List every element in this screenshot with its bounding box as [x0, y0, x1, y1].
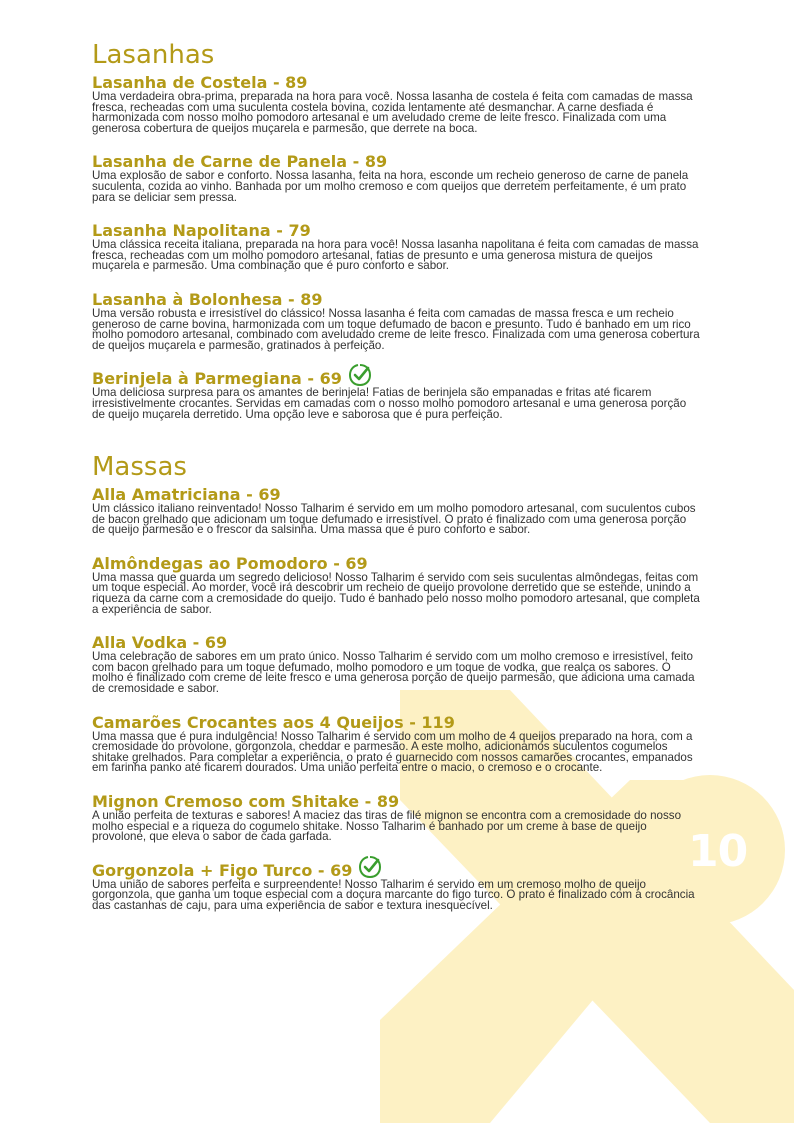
menu-item	[92, 486, 702, 536]
item-title: Mignon Cremoso com Shitake - 89	[92, 792, 400, 811]
item-title: Lasanha Napolitana - 79	[92, 221, 311, 241]
item-description: Uma deliciosa surpresa para os amantes de berinjela! Fatias de berinjela são empanadas e fritas até ficarem irresistivelmente crocantes. Servidas em camadas com o nosso molho pomodoro artesanal e uma generosa porção de queijo muçarela derretido. Uma opção leve e saborosa que é pura perfeição.	[92, 386, 687, 421]
item-title: Lasanha à Bolonhesa - 89	[92, 289, 323, 309]
item-title: Lasanha de Costela - 89	[92, 73, 308, 92]
menu-page	[92, 38, 702, 912]
check-leaf-icon	[348, 363, 372, 387]
menu-item	[92, 793, 702, 843]
item-title: Gorgonzola + Figo Turco - 69	[92, 862, 702, 880]
section-massas	[92, 450, 702, 911]
section-lasanhas	[92, 38, 702, 420]
item-description: Uma explosão de sabor e conforto. Nossa lasanha, feita na hora, esconde um recheio generoso de carne de panela suculenta, cozida ao vinho. Banhada por um molho cremoso e com queijos que derretem perfeitamente, é um prato para se deliciar sem pressa.	[92, 169, 689, 204]
item-description: Uma clássica receita italiana, preparada na hora para você! Nossa lasanha napolitana é feita com camadas de massa fresca, recheadas com um molho pomodoro artesanal, fatias de presunto e uma generosa mistura de queijos muçarela e parmesão. Uma combinação que é puro conforto e sabor.	[92, 238, 699, 273]
menu-item	[92, 862, 702, 912]
check-leaf-icon	[358, 855, 382, 879]
menu-item	[92, 74, 702, 134]
item-title: Alla Amatriciana - 69	[92, 485, 281, 505]
menu-item	[92, 370, 702, 420]
item-title: Berinjela à Parmegiana - 69	[92, 370, 702, 388]
item-title: Camarões Crocantes aos 4 Queijos - 119	[92, 712, 455, 732]
section-title: Lasanhas	[92, 40, 215, 70]
menu-item	[92, 153, 702, 203]
menu-item	[92, 222, 702, 272]
item-description: Uma verdadeira obra-prima, preparada na hora para você. Nossa lasanha de costela é feita com camadas de massa fresca, recheadas com uma suculenta costela bovina, cozida lentamente até desmanchar. A carne desfiada é harmonizada com nosso molho pomodoro artesanal e um aveludado creme de leite fresco. Finalizada com uma generosa cobertura de queijos muçarela e parmesão, que derrete na boca.	[92, 90, 693, 135]
menu-item	[92, 714, 702, 774]
section-title: Massas	[92, 452, 187, 483]
item-title: Alla Vodka - 69	[92, 633, 228, 653]
watermark-number: 10	[688, 826, 748, 877]
item-description: Uma massa que guarda um segredo delicioso! Nosso Talharim é servido com seis suculentas almôndegas, feitas com um toque especial. Ao morder, você irá descobrir um recheio de queijo provolone derretido que se estende, unindo a riqueza da carne com a cremosidade do queijo. Tudo é banhado pelo nosso molho pomodoro artesanal, que completa a experiência de sabor.	[92, 570, 700, 616]
menu-item	[92, 634, 702, 694]
menu-item	[92, 555, 702, 615]
item-description: Um clássico italiano reinventado! Nosso Talharim é servido em um molho pomodoro artesanal, com suculentos cubos de bacon grelhado que adicionam um toque defumado e irresistível. O prato é finalizado com uma generosa porção de queijo parmesão e o frescor da salsinha. Uma massa que é puro conforto e sabor.	[92, 502, 696, 537]
item-title: Lasanha de Carne de Panela - 89	[92, 152, 388, 172]
item-description: Uma celebração de sabores em um prato único. Nosso Talharim é servido com um molho cremoso e irresistível, feito com bacon grelhado para um toque defumado, molho pomodoro e um toque de vodka, que realça os sabores. O molho é finalizado com creme de leite fresco e uma generosa porção de queijo parmesão, que adiciona uma camada de cremosidade e sabor.	[92, 650, 695, 696]
item-description: Uma união de sabores perfeita e surpreendente! Nosso Talharim é servido em um cremoso molho de queijo gorgonzola, que ganha um toque especial com a doçura marcante do figo turco. O prato é finalizado com a crocância das castanhas de caju, para uma experiência de sabor e textura inesquecível.	[92, 877, 695, 912]
item-title: Almôndegas ao Pomodoro - 69	[92, 553, 368, 573]
item-description: Uma versão robusta e irresistível do clássico! Nossa lasanha é feita com camadas de massa fresca e um recheio generoso de carne bovina, harmonizada com um toque defumado de bacon e presunto. Tudo é banhado em um rico molho pomodoro artesanal, combinado com aveludado creme de leite fresco. Finalizada com uma generosa cobertura de queijos muçarela e parmesão, gratinados à perfeição.	[92, 306, 700, 352]
item-description: A união perfeita de texturas e sabores! A maciez das tiras de filé mignon se encontra com a cremosidade do nosso molho especial e a riqueza do cogumelo shitake. Nosso Talharim é banhado por um creme à base de queijo provolone, que eleva o sabor de cada garfada.	[92, 809, 682, 844]
item-description: Uma massa que é pura indulgência! Nosso Talharim é servido com um molho de 4 queijos preparado na hora, com a cremosidade do provolone, gorgonzola, cheddar e parmesão. A este molho, adicionamos suculentos cogumelos shitake grelhados. Para completar a experiência, o prato é guarnecido com nossos camarões crocantes, empanados em farinha panko até ficarem dourados. Uma união perfeita entre o macio, o cremoso e o crocante.	[92, 729, 693, 775]
menu-item	[92, 291, 702, 351]
